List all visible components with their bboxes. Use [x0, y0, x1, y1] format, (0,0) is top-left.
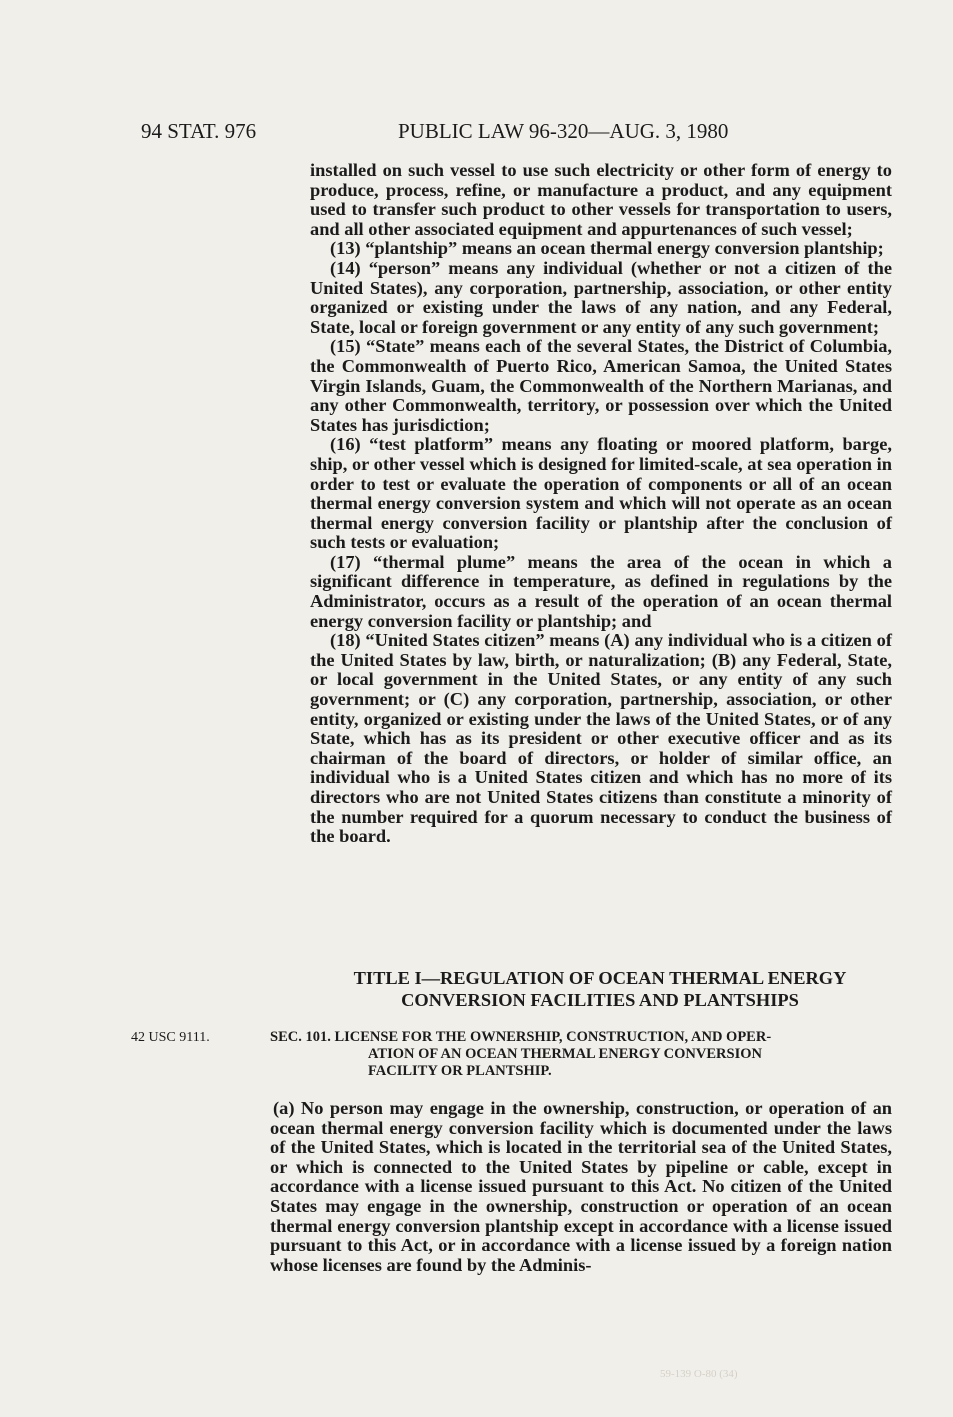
definition-14: (14) “person” means any individual (whether or not a citizen of the United States), any corporation, partnership, association, or other entity organized or existing under the laws of any nation, and any Federal, State, local or foreign government or any entity of any such government; [310, 257, 892, 337]
paragraph-continuation: installed on such vessel to use such electricity or other form of energy to produce, process, refine, or manufacture a product, and any equipment used to transfer such product to other vessels for transportation to users, and all other associated equipment and appurtenances of such vessel; [310, 160, 892, 239]
definition-13: (13) “plantship” means an ocean thermal energy conversion plantship; [330, 238, 884, 259]
section-heading-line-1-text: SEC. 101. LICENSE FOR THE OWNERSHIP, CONSTRUCTION, AND OPER- [270, 1029, 772, 1045]
definition-18: (18) “United States citizen” means (A) any individual who is a citizen of the United States by law, birth, or naturalization; (B) any Federal, State, or local government in the United States, or any entity of any such government; or (C) any corporation, partnership, association, or other entity, organized or existing under the laws of the United States, or of any State, which has as its president or other executive officer and as its chairman of the board of directors, or holder of similar office, an individual who is a United States citizen and which has no more of its directors who are not United States citizens than constitute a minority of the number required for a quorum necessary to conduct the business of the board. [310, 630, 892, 847]
print-code: 59-139 O-80 (34) [660, 1368, 738, 1380]
statute-page-number: 94 STAT. 976 [141, 119, 257, 143]
section-101-text: (a) No person may engage in the ownership, construction, or operation of an ocean thermal energy conversion facility which is documented under the laws of the United States, which is located in the territorial sea of the United States, or which is connected to the United States by pipeline or cable, except in accordance with a license issued pursuant to this Act. No citizen of the United States may engage in the ownership, construction or operation of an ocean thermal energy conversion plantship except in accordance with a license issued pursuant to this Act, or in accordance with a license issued by a foreign nation whose licenses are found by the Adminis- [270, 1098, 892, 1275]
usc-margin-note: 42 USC 9111. [131, 1030, 210, 1045]
page-header [0, 119, 953, 149]
definition-17: (17) “thermal plume” means the area of the ocean in which a significant difference in temperature, as defined in regulations by the Administrator, occurs as a result of the operation of an ocean thermal energy conversion facility or plantship; and [310, 551, 892, 631]
section-heading-line-3: FACILITY OR PLANTSHIP. [368, 1063, 552, 1079]
definitions-text [310, 161, 892, 847]
public-law-citation: PUBLIC LAW 96-320—AUG. 3, 1980 [398, 119, 729, 143]
title-line-2: CONVERSION FACILITIES AND PLANTSHIPS [401, 990, 799, 1010]
section-heading-line-2-text: ATION OF AN OCEAN THERMAL ENERGY CONVERSION [368, 1046, 762, 1062]
section-heading-line-1 [270, 1029, 892, 1046]
definition-15: (15) “State” means each of the several States, the District of Columbia, the Commonwealth of Puerto Rico, American Samoa, the United States Virgin Islands, Guam, the Commonwealth of the Northern Marianas, and any other Commonwealth, territory, or possession over which the United States has jurisdiction; [310, 336, 892, 435]
definition-16: (16) “test platform” means any floating or moored platform, barge, ship, or other vessel which is designed for limited-scale, at sea operation in order to test or evaluate the operation of components or all of an ocean thermal energy conversion system and which will not operate as an ocean thermal energy conversion facility or plantship after the conclusion of such tests or evaluation; [310, 434, 892, 553]
title-line-1: TITLE I—REGULATION OF OCEAN THERMAL ENERGY [353, 968, 847, 988]
section-heading-line-2 [368, 1046, 892, 1063]
title-heading [300, 967, 900, 1011]
section-heading [270, 1029, 892, 1080]
